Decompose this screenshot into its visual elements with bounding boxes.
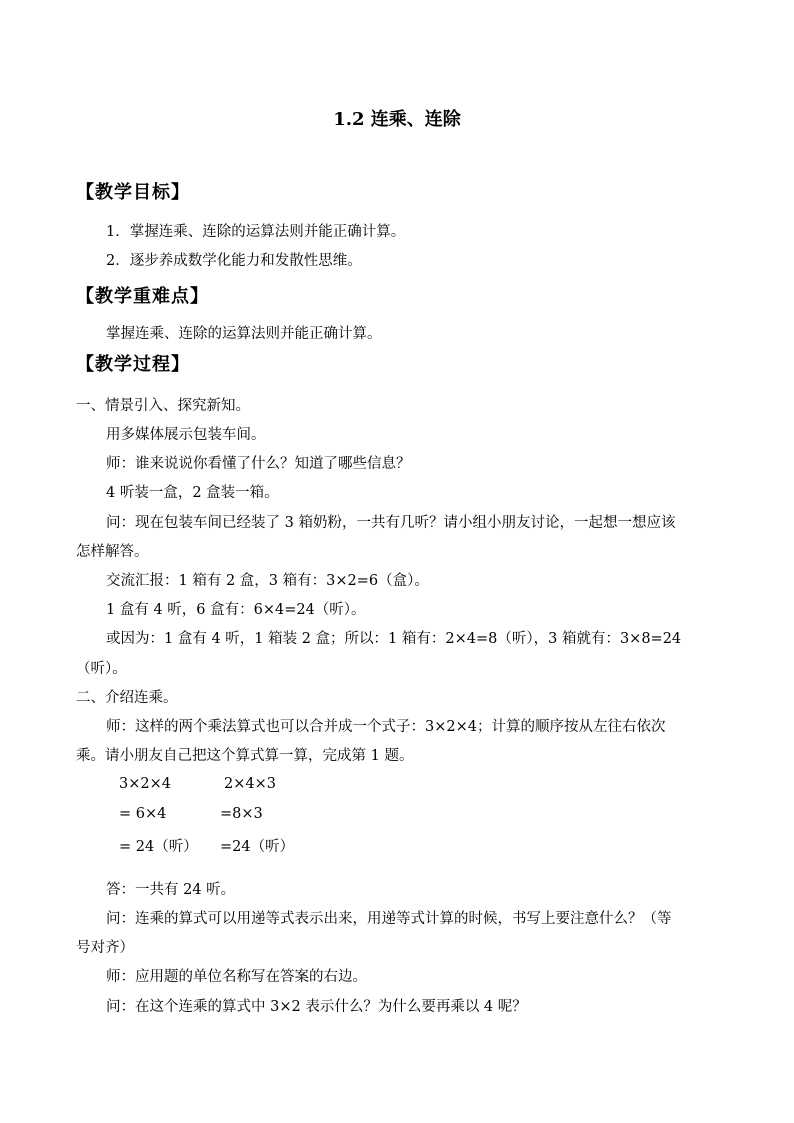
calc-left-line: = 6×4	[119, 806, 167, 822]
paragraph: 师：谁来说说你看懂了什么？知道了哪些信息？	[106, 456, 411, 472]
paragraph: 1 盒有 4 听，6 盒有：6×4=24（听）。	[106, 602, 366, 618]
calc-right-line: =8×3	[220, 806, 263, 822]
paragraph: 师：应用题的单位名称写在答案的右边。	[106, 969, 367, 985]
paragraph: 答：一共有 24 听。	[106, 882, 236, 898]
calc-left-line: = 24（听）	[119, 839, 198, 855]
paragraph: 乘。请小朋友自己把这个算式算一算，完成第 1 题。	[76, 748, 414, 764]
paragraph: 或因为：1 盒有 4 听，1 箱装 2 盒；所以：1 箱有：2×4=8（听），3 箱就有：3×8=24	[106, 631, 682, 647]
paragraph: 号对齐）	[76, 940, 134, 956]
goal-item: 1．掌握连乘、连除的运算法则并能正确计算。	[106, 224, 406, 240]
goal-item: 2．逐步养成数学化能力和发散性思维。	[106, 253, 362, 269]
page-title: 1.2 连乘、连除	[333, 109, 461, 130]
goals-heading: 【教学目标】	[76, 182, 190, 203]
paragraph: （听）。	[76, 661, 127, 677]
paragraph: 交流汇报：1 箱有 2 盒，3 箱有：3×2=6（盒）。	[106, 573, 429, 589]
paragraph: 问：现在包装车间已经装了 3 箱奶粉，一共有几听？请小组小朋友讨论，一起想一想应该	[106, 515, 676, 531]
section-title: 二、介绍连乘。	[76, 690, 178, 706]
calc-right-line: =24（听）	[220, 839, 295, 855]
key-heading: 【教学重难点】	[76, 286, 209, 307]
process-heading: 【教学过程】	[76, 354, 190, 375]
paragraph: 4 听装一盒，2 盒装一箱。	[106, 485, 279, 501]
key-text: 掌握连乘、连除的运算法则并能正确计算。	[106, 326, 382, 342]
paragraph: 问：在这个连乘的算式中 3×2 表示什么？为什么要再乘以 4 呢？	[106, 999, 527, 1015]
paragraph: 问：连乘的算式可以用递等式表示出来，用递等式计算的时候，书写上要注意什么？（等	[106, 911, 672, 927]
calc-left-line: 3×2×4	[119, 776, 171, 792]
calc-right-line: 2×4×3	[224, 776, 276, 792]
paragraph: 师：这样的两个乘法算式也可以合并成一个式子：3×2×4；计算的顺序按从左往右依次	[106, 719, 666, 735]
section-title: 一、情景引入、探究新知。	[76, 398, 250, 414]
paragraph: 怎样解答。	[76, 544, 149, 560]
paragraph: 用多媒体展示包装车间。	[106, 427, 266, 443]
